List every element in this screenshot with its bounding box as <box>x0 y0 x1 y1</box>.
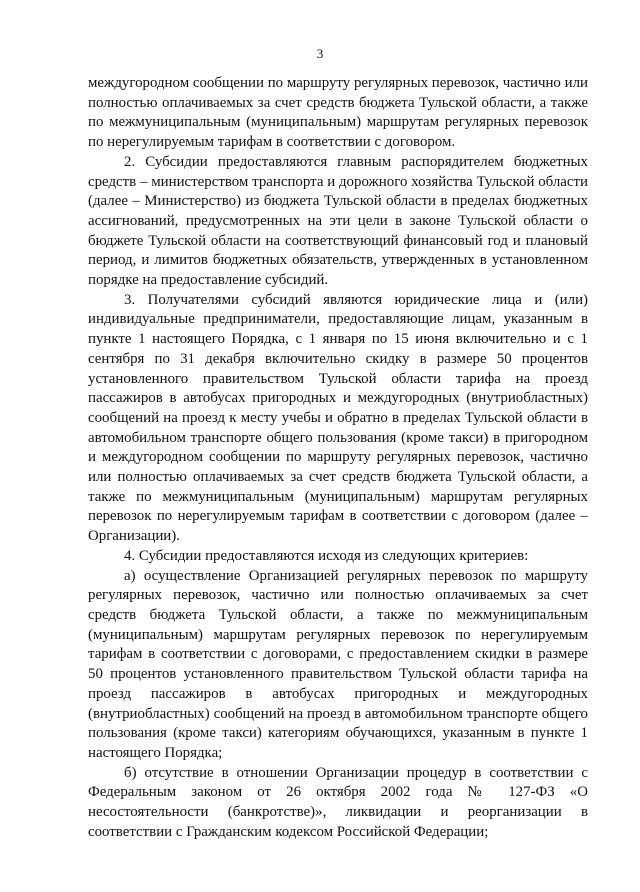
paragraph-2-subsidy-distributor: 2. Субсидии предоставляются главным распорядителем бюджетных средств – министерством транспорта и дорожного хозяйства Тульской области (далее – Министерство) из бюджета Тульской области в пределах бюджетных ассигнований, предусмотренных на эти цели в законе Тульской области о бюджете Тульской области на соответствующий финансовый год и плановый период, и лимитов бюджетных обязательств, утвержденных в установленном порядке на предоставление субсидий. <box>88 153 588 289</box>
paragraph-4-criteria-intro: 4. Субсидии предоставляются исходя из следующих критериев: <box>124 547 529 564</box>
paragraph-4b-criterion: б) отсутствие в отношении Организации процедур в соответствии с Федеральным законом от 26 октября 2002 года № 127-ФЗ «О несостоятельности (банкротстве)», ликвидации и реорганизации в соответствии с Гражданским кодексом Российской Федерации; <box>88 764 588 840</box>
page-number: 3 <box>316 46 324 61</box>
document-body <box>88 74 588 842</box>
paragraph-3-subsidy-recipients: 3. Получателями субсидий являются юридические лица и (или) индивидуальные предприниматели, предоставляющие лицам, указанным в пункте 1 настоящего Порядка, с 1 января по 15 июня включительно и с 1 сентября по 31 декабря включительно скидку в размере 50 процентов установленного правительством Тульской области тарифа на проезд пассажиров в автобусах пригородных и междугородных (внутриобластных) сообщений на проезд к месту учебы и обратно в пределах Тульской области в автомобильном транспорте общего пользования (кроме такси) в пригородном и междугородном сообщении по маршруту регулярных перевозок, частично или полностью оплачиваемых за счет средств бюджета Тульской области, а также по межмуниципальным (муниципальным) маршрутам регулярных перевозок по нерегулируемым тарифам в соответствии с договором (далее – Организации). <box>88 291 588 545</box>
paragraph-continuation: междугородном сообщении по маршруту регулярных перевозок, частично или полностью оплачиваемых за счет средств бюджета Тульской области, а также по межмуниципальным (муниципальным) маршрутам регулярных перевозок по нерегулируемым тарифам в соответствии с договором. <box>88 75 588 151</box>
paragraph-4a-criterion: а) осуществление Организацией регулярных перевозок по маршруту регулярных перевозок, частично или полностью оплачиваемых за счет средств бюджета Тульской области, а также по межмуниципальным (муниципальным) маршрутам регулярных перевозок по нерегулируемым тарифам в соответствии с договорами, с предоставлением скидки в размере 50 процентов установленного правительством Тульской области тарифа на проезд пассажиров в автобусах пригородных и междугородных (внутриобластных) сообщений на проезд в автомобильном транспорте общего пользования (кроме такси) категориям обучающихся, указанным в пункте 1 настоящего Порядка; <box>88 567 588 761</box>
